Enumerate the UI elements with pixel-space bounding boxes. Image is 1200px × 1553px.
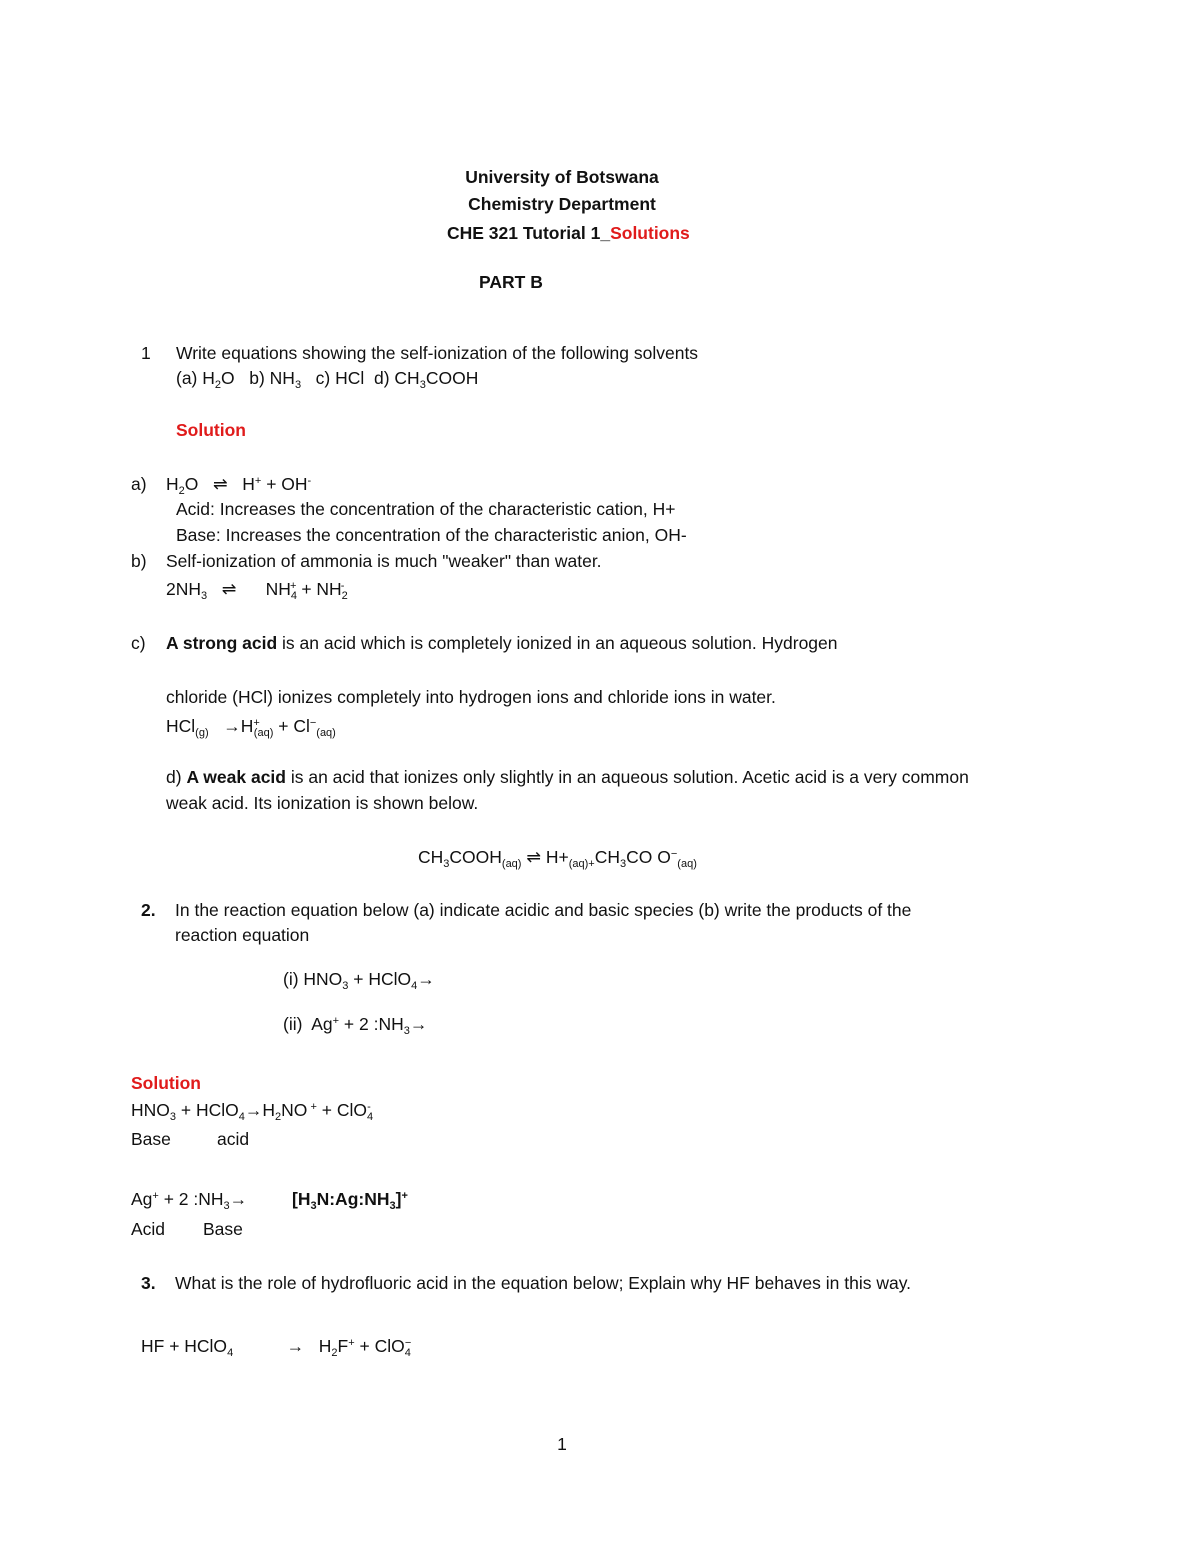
- q2-ii-ag: Ag: [311, 1014, 333, 1034]
- sb-label: b): [131, 551, 147, 571]
- q2-s1-base: Base: [131, 1129, 171, 1149]
- q2-line1: In the reaction equation below (a) indicate acidic and basic species (b) write the products of the: [175, 900, 912, 920]
- sd-ch2: CH: [594, 847, 620, 867]
- q2-s2-complex: $[H_3N:Ag:NH_3]^+$: [292, 1189, 408, 1212]
- sd-aq1: (aq): [501, 857, 522, 870]
- solvent-d-cooh: COOH: [425, 368, 479, 388]
- tutorial-title: [447, 223, 690, 244]
- q3-left: HF + HClO: [141, 1336, 228, 1356]
- sd-ch: CH: [418, 847, 444, 867]
- q2-s2-equation: Ag+ + 2 $:NH_3\to$: [131, 1189, 248, 1212]
- sa-o: O: [184, 474, 199, 494]
- sc-label: c): [131, 633, 146, 653]
- sc-text1: is an acid which is completely ionized in an aqueous solution. Hydrogen: [277, 633, 838, 653]
- q2-eq-ii: (ii) Ag+ + 2 $:NH_3\to$: [283, 1014, 428, 1037]
- sa-h: H: [166, 474, 179, 494]
- q2-ii-label: (ii): [283, 1014, 303, 1034]
- reaction-arrow-icon: →: [417, 969, 435, 989]
- sc-line1: [166, 633, 838, 654]
- equilibrium-arrow-icon: ⇌: [221, 579, 237, 599]
- q2-s2-acid: Acid: [131, 1219, 166, 1239]
- q2-s1-clo: + ClO: [321, 1100, 367, 1120]
- q2-s1-equation: $HNO_3$ + $HClO_4\to H_2NO$ + + ClO$_4$-: [131, 1100, 374, 1123]
- solvent-c: c) HCl: [315, 368, 365, 388]
- sb-text: Self-ionization of ammonia is much "weaker" than water.: [166, 551, 602, 571]
- q1-solvents: (a) $H_2O$ b) $NH_3$ c) HCl d) $CH_3COOH$: [176, 368, 479, 391]
- sc-cl: + Cl: [278, 716, 310, 736]
- q3-text: What is the role of hydrofluoric acid in the equation below; Explain why HF behaves in this way.: [175, 1273, 912, 1293]
- sb-equation: $2NH_3$ ⇌ $NH_4^+ + NH_2^-$: [166, 579, 348, 602]
- page-number: 1: [557, 1434, 567, 1454]
- part-title: PART B: [479, 272, 543, 292]
- q3-number: 3.: [141, 1273, 156, 1293]
- q2-ii-rest: + 2 :NH: [343, 1014, 404, 1034]
- sd-line1: [166, 767, 969, 788]
- q2-s2-complex-b: N:Ag:NH: [316, 1189, 390, 1209]
- q2-s2-nh: + 2 :NH: [163, 1189, 224, 1209]
- sb-nh4: NH: [265, 579, 291, 599]
- q1-text: Write equations showing the self-ionization of the following solvents: [176, 343, 699, 363]
- sc-aq2: (aq): [316, 726, 336, 739]
- q3-f: F: [337, 1336, 349, 1356]
- sd-hplus: ⇌ H+: [521, 847, 569, 867]
- q2-s1-arrow: →H: [244, 1100, 276, 1120]
- sd-coo: CO O: [626, 847, 671, 867]
- q3-h: H: [318, 1336, 332, 1356]
- sa-hplus: H: [242, 474, 255, 494]
- reaction-arrow-icon: →: [409, 1014, 428, 1034]
- sb-left: 2NH: [166, 579, 202, 599]
- q2-s1-hno: HNO: [131, 1100, 170, 1120]
- q1-number: 1: [141, 343, 151, 363]
- q3-equation: HF + HClO$_4$ → $H_2F^+ + ClO_4^-$: [141, 1336, 412, 1359]
- q2-eq-i: (i) $HNO_3$ + HClO$_4$→: [283, 969, 435, 992]
- q2-s2-ag: Ag: [131, 1189, 153, 1209]
- sc-arrow: →H: [223, 716, 254, 736]
- solvent-a-o: O: [221, 368, 235, 388]
- sd-text1: is an acid that ionizes only slightly in an aqueous solution. Acetic acid is a very common: [285, 767, 969, 787]
- q2-s2-base: Base: [203, 1219, 243, 1239]
- reaction-arrow-icon: →: [286, 1336, 305, 1356]
- sa-base-line: Base: Increases the concentration of the characteristic anion, OH-: [176, 525, 687, 545]
- sd-weak-term: A weak acid: [186, 767, 286, 787]
- sd-aqplus: (aq)+: [568, 857, 595, 870]
- q2-s1-acid: acid: [217, 1129, 250, 1149]
- q2-s1-no: NO: [281, 1100, 308, 1120]
- solvent-d: d) CH: [374, 368, 420, 388]
- sb-nh2: + NH: [301, 579, 342, 599]
- sc-equation: HCl$_{(g)}$ $\to H^+_{(aq)} + Cl^-_{(aq)}$: [166, 716, 336, 739]
- sd-line2: weak acid. Its ionization is shown below.: [166, 793, 479, 813]
- department-title: Chemistry Department: [468, 194, 656, 214]
- sc-line2: chloride (HCl) ionizes completely into hydrogen ions and chloride ions in water.: [166, 687, 776, 707]
- solvent-b: b) NH: [249, 368, 295, 388]
- tutorial-prefix: CHE 321 Tutorial 1_: [447, 223, 611, 243]
- sc-aq1: (aq): [253, 726, 274, 739]
- sd-cooh: COOH: [449, 847, 502, 867]
- sa-acid-line: [176, 499, 676, 520]
- sa-oh: + OH: [266, 474, 308, 494]
- sd-aq2: (aq): [677, 857, 697, 870]
- university-title: University of Botswana: [465, 167, 659, 187]
- q1-solution-label: Solution: [176, 420, 246, 440]
- sc-hcl: HCl: [166, 716, 196, 736]
- sc-strong-term: A strong acid: [166, 633, 278, 653]
- q2-i-label: (i) HNO: [283, 969, 343, 989]
- q2-s2-complex-c: ]: [395, 1189, 402, 1209]
- q2-solution-label: Solution: [131, 1073, 201, 1093]
- reaction-arrow-icon: →: [229, 1189, 248, 1209]
- q2-line2: reaction equation: [175, 925, 310, 945]
- q2-s1-hclo: + HClO: [180, 1100, 239, 1120]
- sc-g: (g): [195, 726, 209, 739]
- tutorial-suffix: Solutions: [610, 223, 690, 243]
- sa-acid-label: Acid: [176, 499, 211, 519]
- q2-s2-complex-a: [H: [292, 1189, 311, 1209]
- sa-acid-text: : Increases the concentration of the characteristic cation, H+: [210, 499, 676, 519]
- equilibrium-arrow-icon: ⇌: [212, 474, 228, 494]
- sd-prefix: d): [166, 767, 187, 787]
- solvent-a: (a) H: [176, 368, 215, 388]
- sa-label: a): [131, 474, 147, 494]
- q2-i-rest: + HClO: [353, 969, 412, 989]
- sd-equation: $CH_3COOH_{(aq)}$ ⇌ $H+_{(aq)+}CH_3CO$ $O^-_{(aq)}$: [418, 847, 697, 870]
- sa-equation: $H_2O$ ⇌ H+ + OH-: [166, 474, 312, 497]
- q3-clo: + ClO: [359, 1336, 405, 1356]
- sd-minus: −: [670, 847, 678, 860]
- q2-number: 2.: [141, 900, 156, 920]
